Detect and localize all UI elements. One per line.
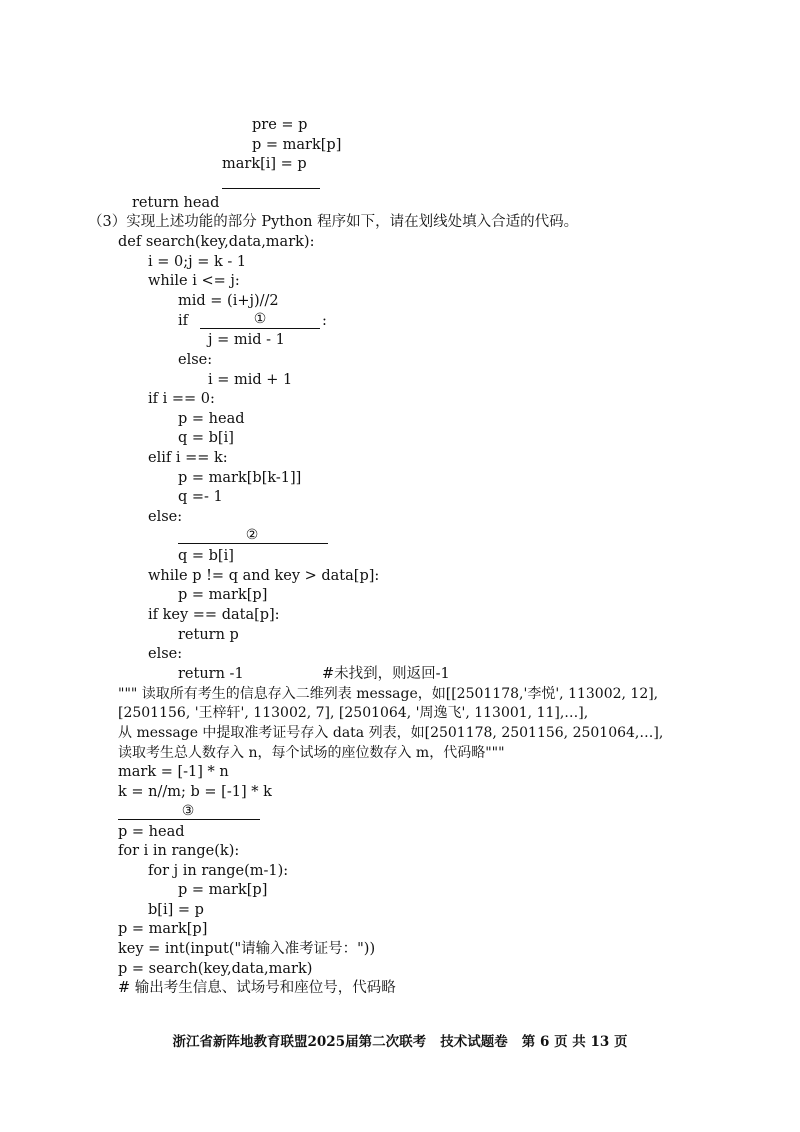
code-line: j = mid - 1 [208,332,285,348]
code-line: : [322,313,327,329]
code-line: key = int(input("请输入准考证号：")) [118,941,376,957]
code-line: p = mark[p] [118,921,208,937]
code-line: while i <= j: [148,273,240,289]
code-line: p = head [178,411,245,427]
code-line: p = mark[p] [252,137,342,153]
code-line: mark[i] = p [222,156,307,172]
code-line: if i == 0: [148,391,215,407]
docstring-line: 从 message 中提取准考证号存入 data 列表，如[2501178, 2501156, 2501064,…], [118,725,664,741]
code-line: i = 0;j = k - 1 [148,254,247,270]
answer-blank-3 [118,819,260,820]
blank-number-2: ② [245,527,259,543]
code-line: k = n//m; b = [-1] * k [118,784,272,800]
blank-number-3: ③ [181,803,195,819]
code-line: i = mid + 1 [208,372,293,388]
code-line: q = b[i] [178,548,234,564]
code-line: elif i == k: [148,450,228,466]
code-line: return head [132,195,220,211]
code-comment: # 输出考生信息、试场号和座位号，代码略 [118,980,396,996]
code-line: if [178,313,189,329]
docstring-line: [2501156, '王梓轩', 113002, 7], [2501064, '周逸飞', 113001, 11],…], [118,705,589,721]
code-line: b[i] = p [148,902,204,918]
code-line: return -1 [178,666,244,682]
code-line: else: [178,352,213,368]
code-line: else: [148,509,183,525]
docstring-line: 读取考生总人数存入 n，每个试场的座位数存入 m，代码略""" [118,745,505,761]
code-line: mark = [-1] * n [118,764,229,780]
page-footer: 浙江省新阵地教育联盟2025届第二次联考 技术试题卷 第 6 页 共 13 页 [172,1034,628,1050]
code-line: return p [178,627,239,643]
code-line: def search(key,data,mark): [118,234,315,250]
code-line: q =- 1 [178,489,223,505]
code-line: p = mark[b[k-1]] [178,470,302,486]
answer-blank [222,188,320,189]
code-line: if key == data[p]: [148,607,280,623]
code-line: while p != q and key > data[p]: [148,568,380,584]
answer-blank-1 [200,328,320,329]
code-line: for i in range(k): [118,843,240,859]
code-line: p = mark[p] [178,587,268,603]
question-text: （3）实现上述功能的部分 Python 程序如下，请在划线处填入合适的代码。 [88,214,579,230]
docstring-line: """ 读取所有考生的信息存入二维列表 message，如[[2501178,'李悦', 113002, 12], [118,686,659,702]
code-comment: #未找到，则返回-1 [322,666,450,682]
code-line: for j in range(m-1): [148,863,289,879]
answer-blank-2 [178,543,328,544]
code-line: else: [148,646,183,662]
code-line: pre = p [252,117,308,133]
blank-number-1: ① [253,311,267,327]
code-line: mid = (i+j)//2 [178,293,279,309]
code-line: p = mark[p] [178,882,268,898]
code-line: p = head [118,824,185,840]
code-line: q = b[i] [178,430,234,446]
code-line: p = search(key,data,mark) [118,961,313,977]
